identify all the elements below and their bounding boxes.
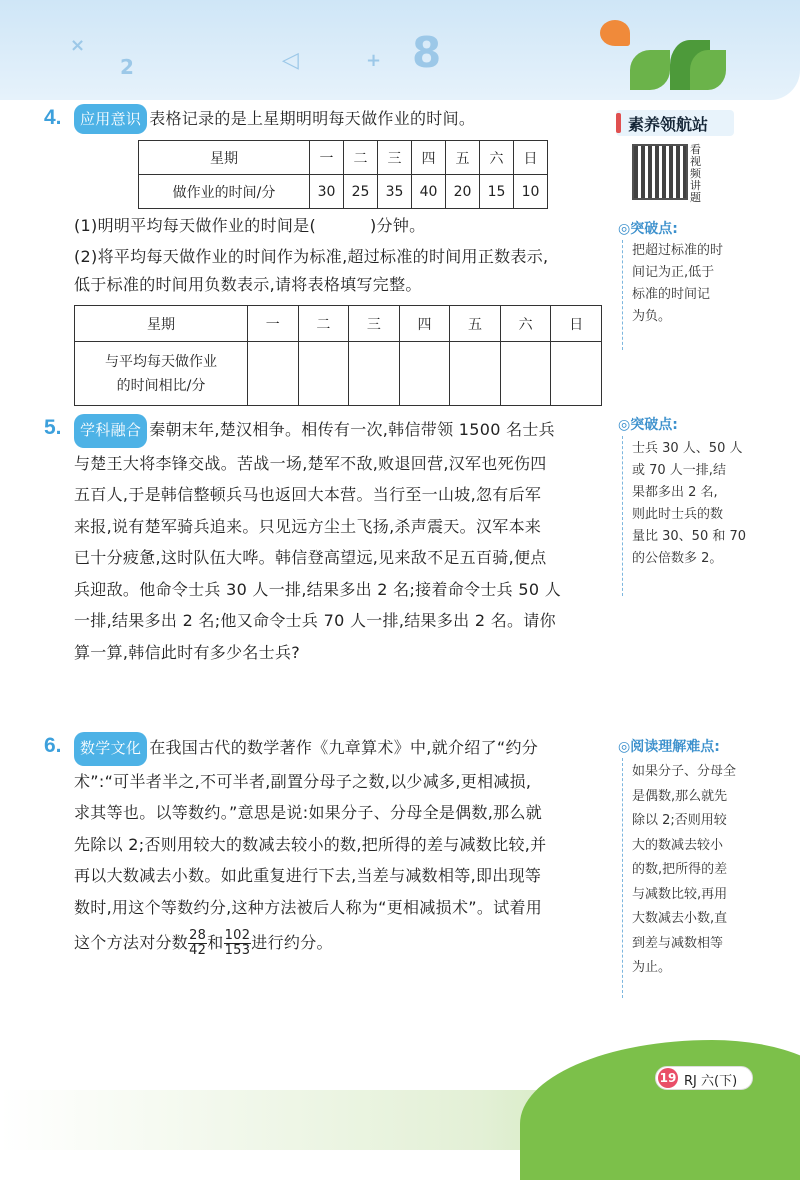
q4-intro: 表格记录的是上星期明明每天做作业的时间。 [149,109,476,128]
tip3-dash [622,758,623,998]
qr-code[interactable] [632,144,688,200]
table1-day: 四 [412,141,446,175]
tip3-body: 如果分子、分母全 是偶数,那么就先 除以 2;否则用较 大的数减去较小 的数,把所得的差 与减数比较,再用 大数减去小数,直 到差与减数相等 为止。 [632,764,737,975]
table2-day: 五 [450,306,501,342]
page-badge [655,1066,753,1090]
table2-row-label: 与平均每天做作业 的时间相比/分 [75,342,248,406]
q5-body: 学科融合 秦朝末年,楚汉相争。相传有一次,韩信带领 1500 名士兵 与楚王大将李锋交战。苦战一场,楚军不敌,败退回营,汉军也死伤四 五百人,于是韩信整顿兵马也返回大本营。当行至一山坡,忽有后军 来报,说有楚军骑兵追来。只见远方尘土飞扬,杀声震天。汉军本来 已十分疲惫,这时队伍大哗。韩信登高望远,见来敌不足五百骑,便点 兵迎敌。他命令士兵 30 人一排,结果多出 2 名;接着命令士兵 50 人 一排,结果多出 2 名;他又命令士兵 70 人一排,结果多出 2 名。请你 算一算,韩信此时有多少名士兵? [74,414,614,668]
fraction-102-153: $\frac{102}{153}$ [224,928,251,958]
q6-body: 数学文化 在我国古代的数学著作《九章算术》中,就介绍了“约分 术”:“可半者半之,不可半者,副置分母子之数,以少减多,更相减损, 求其等也。以等数约。”意思是说:如果分子、分母全是偶数,那么就 先除以 2;否则用较大的数减去较小的数,把所得的差与减数比较,并 再以大数减去小数。如此重复进行下去,当差与减数相等,即出现等 数时,用这个等数约分,这种方法被后人称为“更相减损术”。试着用 这个方法对分数 $\frac{28}{42}$ 和 $\frac{102}{153}$ 进行约分。 [74,732,614,959]
q4-number: 4. [44,106,62,129]
table2-blank[interactable] [349,342,400,406]
q5-answer-area[interactable] [74,660,604,720]
table2-blank[interactable] [248,342,299,406]
table2-day: 日 [551,306,602,342]
table1-day: 三 [378,141,412,175]
q6-tag: 数学文化 [74,732,147,766]
footer-hill [520,1040,800,1180]
table2-header-label: 星期 [75,306,248,342]
tip1-body: 把超过标准的时 间记为正,低于 标准的时间记 为负。 [632,243,724,324]
edition-label: RJ 六(下) [684,1074,738,1089]
table1-day: 五 [446,141,480,175]
page-number: 19 [658,1068,678,1088]
q4-table2 [74,305,602,406]
fraction-28-42: $\frac{28}{42}$ [189,928,207,958]
table1-day: 日 [514,141,548,175]
tip1-dash [622,240,623,350]
tip3-heading: ◎阅读理解难点: [618,739,720,755]
table1-value: 15 [480,175,514,209]
table1-day: 一 [310,141,344,175]
sidebar-title: 素养领航站 [628,115,709,134]
table1-day: 六 [480,141,514,175]
tip2-dash [622,436,623,596]
table2-day: 一 [248,306,299,342]
tip2-body: 士兵 30 人、50 人 或 70 人一排,结 果都多出 2 名, 则此时士兵的数 量比 30、50 和 70 的公倍数多 2。 [632,441,747,566]
table1-value: 10 [514,175,548,209]
q4-part2-line2: 低于标准的时间用负数表示,请将表格填写完整。 [74,275,422,294]
q5-number: 5. [44,416,62,439]
tip2-heading: ◎突破点: [618,417,678,433]
table2-blank[interactable] [298,342,349,406]
q4-part1: (1)明明平均每天做作业的时间是( )分钟。 [74,216,426,235]
table2-day: 四 [399,306,450,342]
table1-value: 30 [310,175,344,209]
table1-header-label: 星期 [139,141,310,175]
q4-tag: 应用意识 [74,104,147,134]
table1-row-label: 做作业的时间/分 [139,175,310,209]
q6-answer-area[interactable] [74,960,604,1030]
table1-value: 40 [412,175,446,209]
qr-label: 看视频讲题 [690,143,701,204]
q5-tag: 学科融合 [74,414,147,448]
table2-blank[interactable] [551,342,602,406]
decor-plus: + [366,50,382,71]
tip1-heading: ◎突破点: [618,221,678,237]
table2-day: 三 [349,306,400,342]
table2-day: 六 [500,306,551,342]
decor-triangle: ◁ [282,48,299,73]
q6-number: 6. [44,734,62,757]
table2-blank[interactable] [500,342,551,406]
table2-blank[interactable] [399,342,450,406]
q4-intro-line [74,104,475,134]
table1-value: 25 [344,175,378,209]
table2-day: 二 [298,306,349,342]
plant-illustration [620,20,730,100]
q4-part2-line1: (2)将平均每天做作业的时间作为标准,超过标准的时间用正数表示, [74,247,549,266]
table1-value: 35 [378,175,412,209]
decor-2: 2 [120,55,134,79]
table1-value: 20 [446,175,480,209]
q4-table1 [138,140,548,209]
sidebar-title-box [616,110,734,136]
table1-day: 二 [344,141,378,175]
decor-x: × [70,35,86,56]
decor-8: 8 [412,28,442,77]
sidebar-marker [616,113,621,133]
table2-blank[interactable] [450,342,501,406]
